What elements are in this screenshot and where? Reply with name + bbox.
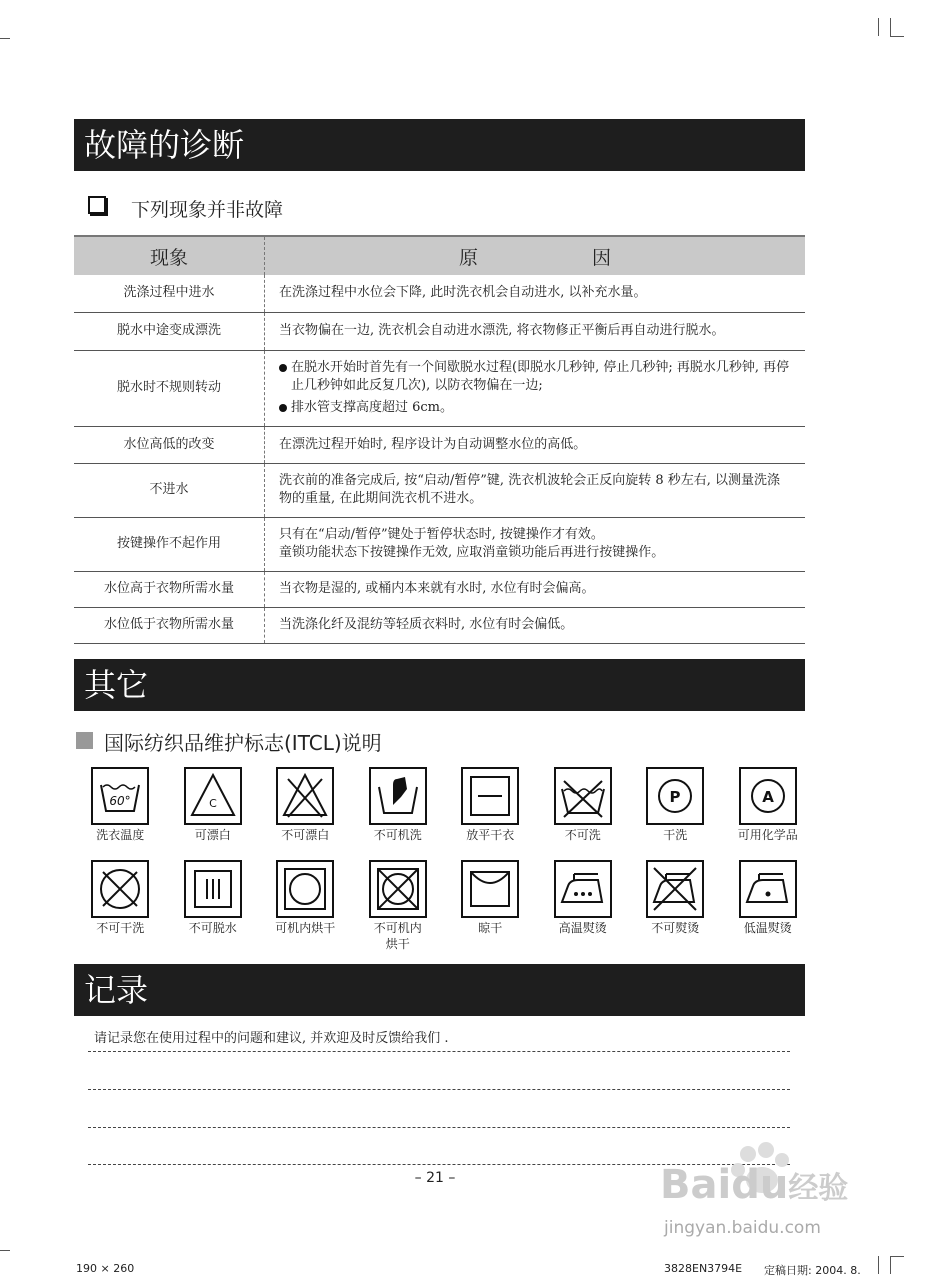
baidu-watermark bbox=[660, 1140, 875, 1245]
bullet-icon bbox=[279, 364, 287, 372]
footer-code: 3828EN3794E bbox=[664, 1262, 743, 1275]
care-symbol bbox=[352, 767, 445, 843]
checkbox-icon bbox=[88, 196, 106, 214]
symptom-cell: 水位低于衣物所需水量 bbox=[74, 607, 265, 643]
no-dry-clean-icon bbox=[91, 860, 149, 918]
bullet-item bbox=[279, 359, 791, 395]
no-machine-wash-icon bbox=[369, 767, 427, 825]
watermark-url: jingyan.baidu.com bbox=[664, 1218, 821, 1238]
cause-cell: 当衣物是湿的, 或桶内本来就有水时, 水位有时会偏高。 bbox=[265, 571, 806, 607]
bullet-item bbox=[279, 399, 791, 417]
bullet-icon bbox=[279, 404, 287, 412]
header-cause: 原 因 bbox=[265, 236, 806, 275]
svg-text:60°: 60° bbox=[109, 794, 131, 808]
footer-size: 190 × 260 bbox=[76, 1262, 135, 1275]
care-label: 可机内烘干 bbox=[275, 921, 336, 935]
page-number: – 21 – bbox=[414, 1170, 456, 1186]
cause-line: 童锁功能状态下按键操作无效, 应取消童锁功能后再进行按键操作。 bbox=[279, 545, 665, 560]
care-symbol bbox=[167, 860, 260, 952]
care-label: 可用化学品 bbox=[737, 828, 798, 842]
care-label: 高温熨烫 bbox=[558, 921, 607, 935]
symptom-cell: 按键操作不起作用 bbox=[74, 517, 265, 571]
care-label: 不可漂白 bbox=[281, 828, 330, 842]
table-row bbox=[74, 426, 805, 463]
care-symbol bbox=[444, 767, 537, 843]
section-title-fault-diagnosis: 故障的诊断 bbox=[74, 119, 805, 171]
table-row bbox=[74, 463, 805, 517]
cause-cell: 洗衣前的准备完成后, 按“启动/暂停”键, 洗衣机波轮会正反向旋转 8 秒左右, 以测量洗涤物的重量, 在此期间洗衣机不进水。 bbox=[265, 463, 806, 517]
care-icon-row bbox=[74, 767, 814, 843]
cause-cell: 在洗涤过程中水位会下降, 此时洗衣机会自动进水, 以补充水量。 bbox=[265, 275, 806, 312]
care-symbol bbox=[722, 860, 815, 952]
care-symbol bbox=[259, 767, 352, 843]
care-label: 放平干衣 bbox=[466, 828, 515, 842]
table-row bbox=[74, 517, 805, 571]
itcl-subhead: 国际纺织品维护标志(ITCL)说明 bbox=[104, 731, 382, 755]
section-title-other: 其它 bbox=[74, 659, 805, 711]
cause-line: 只有在“启动/暂停”键处于暂停状态时, 按键操作才有效。 bbox=[279, 527, 604, 542]
wash-temperature-icon bbox=[91, 767, 149, 825]
symptom-cell: 水位高于衣物所需水量 bbox=[74, 571, 265, 607]
no-bleach-icon bbox=[276, 767, 334, 825]
cause-cell: 当衣物偏在一边, 洗衣机会自动进水漂洗, 将衣物修正平衡后再自动进行脱水。 bbox=[265, 312, 806, 350]
table-row bbox=[74, 571, 805, 607]
care-label: 不可机内 烘干 bbox=[373, 921, 422, 951]
record-line bbox=[88, 1089, 790, 1090]
table-row bbox=[74, 607, 805, 643]
care-symbol bbox=[629, 860, 722, 952]
record-prompt: 请记录您在使用过程中的问题和建议, 并欢迎及时反馈给我们 . bbox=[94, 1031, 449, 1046]
care-symbol bbox=[722, 767, 815, 843]
bleach-icon bbox=[184, 767, 242, 825]
care-label: 不可脱水 bbox=[188, 921, 237, 935]
care-label: 晾干 bbox=[478, 921, 503, 935]
crop-mark bbox=[890, 1256, 904, 1257]
square-bullet-icon bbox=[76, 732, 93, 749]
crop-mark bbox=[878, 1256, 879, 1274]
care-label: 不可熨烫 bbox=[651, 921, 700, 935]
symptom-cell: 水位高低的改变 bbox=[74, 426, 265, 463]
symptom-cell: 脱水时不规则转动 bbox=[74, 350, 265, 426]
header-symptom: 现象 bbox=[74, 236, 265, 275]
table-row bbox=[74, 275, 805, 312]
svg-text:P: P bbox=[669, 788, 681, 806]
symptom-cell: 不进水 bbox=[74, 463, 265, 517]
cause-cell: 在漂洗过程开始时, 程序设计为自动调整水位的高低。 bbox=[265, 426, 806, 463]
chemical-clean-icon bbox=[739, 767, 797, 825]
care-label: 干洗 bbox=[663, 828, 688, 842]
care-icon-row bbox=[74, 860, 814, 952]
no-iron-icon bbox=[646, 860, 704, 918]
fault-table bbox=[74, 235, 805, 644]
cause-cell bbox=[265, 517, 806, 571]
dry-flat-icon bbox=[461, 767, 519, 825]
dry-clean-icon bbox=[646, 767, 704, 825]
iron-high-icon bbox=[554, 860, 612, 918]
bullet-text: 在脱水开始时首先有一个间歇脱水过程(即脱水几秒钟, 停止几秒钟; 再脱水几秒钟, 再停止几秒钟如此反复几次), 以防衣物偏在一边; bbox=[291, 360, 790, 393]
crop-mark bbox=[0, 1250, 10, 1251]
no-wash-icon bbox=[554, 767, 612, 825]
tumble-dry-icon bbox=[276, 860, 334, 918]
svg-text:A: A bbox=[761, 788, 774, 806]
record-line bbox=[88, 1051, 790, 1052]
fault-subhead: 下列现象并非故障 bbox=[131, 199, 284, 221]
crop-mark bbox=[890, 1256, 891, 1274]
record-line bbox=[88, 1127, 790, 1128]
care-symbol bbox=[629, 767, 722, 843]
care-label: 低温熨烫 bbox=[743, 921, 792, 935]
care-symbol bbox=[167, 767, 260, 843]
table-row bbox=[74, 312, 805, 350]
care-label: 不可机洗 bbox=[373, 828, 422, 842]
symptom-cell: 脱水中途变成漂洗 bbox=[74, 312, 265, 350]
cause-cell: 当洗涤化纤及混纺等轻质衣料时, 水位有时会偏低。 bbox=[265, 607, 806, 643]
crop-mark bbox=[0, 38, 10, 39]
watermark-brand: Baidu经验 bbox=[660, 1162, 849, 1208]
crop-mark bbox=[890, 18, 891, 36]
iron-low-icon bbox=[739, 860, 797, 918]
footer-date: 定稿日期: 2004. 8. bbox=[764, 1264, 861, 1277]
care-label: 可漂白 bbox=[194, 828, 231, 842]
section-title-record: 记录 bbox=[74, 964, 805, 1016]
care-label: 不可洗 bbox=[564, 828, 601, 842]
crop-mark bbox=[890, 36, 904, 37]
care-symbol bbox=[537, 860, 630, 952]
svg-text:C: C bbox=[208, 797, 217, 810]
care-symbol bbox=[444, 860, 537, 952]
line-dry-icon bbox=[461, 860, 519, 918]
care-symbol bbox=[537, 767, 630, 843]
cause-cell bbox=[265, 350, 806, 426]
care-symbol bbox=[74, 860, 167, 952]
bullet-text: 排水管支撑高度超过 6cm。 bbox=[291, 400, 454, 415]
no-spin-icon bbox=[184, 860, 242, 918]
care-label: 不可干洗 bbox=[96, 921, 145, 935]
table-row bbox=[74, 350, 805, 426]
care-symbol bbox=[352, 860, 445, 952]
crop-mark bbox=[878, 18, 879, 36]
no-tumble-dry-icon bbox=[369, 860, 427, 918]
care-label: 洗衣温度 bbox=[96, 828, 145, 842]
care-symbol bbox=[74, 767, 167, 843]
care-symbol bbox=[259, 860, 352, 952]
symptom-cell: 洗涤过程中进水 bbox=[74, 275, 265, 312]
